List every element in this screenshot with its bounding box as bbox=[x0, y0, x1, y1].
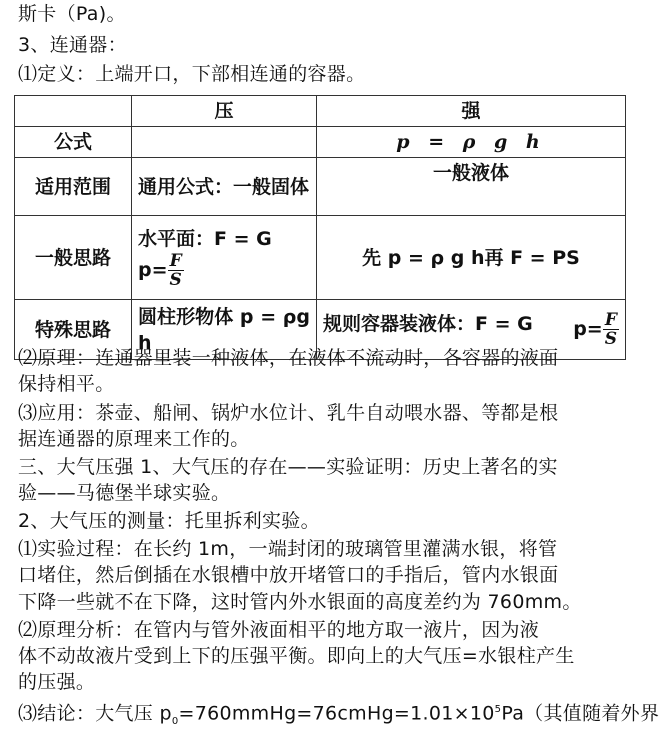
text-line: 体不动故液片受到上下的压强平衡。即向上的大气压=水银柱产生 bbox=[18, 645, 575, 667]
table-row bbox=[15, 216, 626, 300]
text-span: ⑶结论：大气压 p bbox=[18, 702, 172, 725]
row-label: 适用范围 bbox=[15, 158, 132, 216]
fraction-denominator: S bbox=[169, 270, 182, 290]
text-line: 的压强。 bbox=[18, 671, 96, 693]
cell-formula bbox=[573, 311, 619, 348]
row-label: 公式 bbox=[15, 127, 132, 158]
row-label: 特殊思路 bbox=[15, 300, 132, 360]
table-cell: 通用公式：一般固体 bbox=[132, 158, 317, 216]
text-line: ⑶应用：茶壶、船闸、锅炉水位计、乳牛自动喂水器、等都是根 bbox=[18, 402, 559, 424]
table-header-cell: 压 bbox=[132, 96, 317, 127]
formula-text: p = ρ g h bbox=[396, 131, 546, 153]
fraction bbox=[168, 252, 184, 289]
formula-cell bbox=[317, 127, 626, 158]
section-heading: 2、大气压的测量：托里拆利实验。 bbox=[18, 510, 320, 532]
text-line: 验——马德堡半球实验。 bbox=[18, 482, 231, 504]
table-cell bbox=[15, 96, 132, 127]
text-line: 口堵住，然后倒插在水银槽中放开堵管口的手指后，管内水银面 bbox=[18, 564, 559, 586]
table-cell: 一般液体 bbox=[317, 158, 626, 216]
cell-formula bbox=[138, 252, 310, 289]
subscript: 0 bbox=[171, 716, 179, 728]
fraction-numerator: F bbox=[168, 252, 184, 271]
fraction-denominator: S bbox=[604, 329, 617, 349]
table-cell: 圆柱形物体 p = ρg h bbox=[132, 300, 317, 360]
text-span: Pa（其值随着外界 bbox=[501, 702, 659, 725]
fraction bbox=[603, 311, 619, 348]
text-line: 下降一些就不在下降，这时管内外水银面的高度差约为 760mm。 bbox=[18, 591, 582, 613]
table-cell bbox=[132, 216, 317, 300]
text-line: ⑵原理分析：在管内与管外液面相平的地方取一液片，因为液 bbox=[18, 619, 540, 641]
pressure-table bbox=[14, 95, 626, 360]
text-line: ⑴实验过程：在长约 1m，一端封闭的玻璃管里灌满水银，将管 bbox=[18, 538, 558, 560]
cell-text: 水平面：F = G bbox=[138, 228, 272, 250]
table-row bbox=[15, 158, 626, 216]
cell-text: 规则容器装液体：F = G bbox=[323, 313, 533, 335]
text-span: =760mmHg=76cmHg=1.01×10 bbox=[178, 702, 495, 725]
text-line: 据连通器的原理来工作的。 bbox=[18, 428, 250, 450]
text-line: 三、大气压强 1、大气压的存在——实验证明：历史上著名的实 bbox=[18, 456, 558, 478]
text-line bbox=[18, 698, 659, 734]
text-line: ⑴定义：上端开口，下部相连通的容器。 bbox=[18, 63, 366, 85]
table-header-row bbox=[15, 96, 626, 127]
table-header-cell: 强 bbox=[317, 96, 626, 127]
fraction-numerator: F bbox=[603, 311, 619, 330]
row-label: 一般思路 bbox=[15, 216, 132, 300]
superscript: 5 bbox=[494, 704, 502, 715]
cell-text: p= bbox=[138, 259, 168, 281]
table-cell: 先 p = ρ g h再 F = PS bbox=[317, 216, 626, 300]
text-line: ⑵原理：连通器里装一种液体，在液体不流动时，各容器的液面 bbox=[18, 347, 559, 369]
section-heading: 3、连通器： bbox=[18, 34, 127, 56]
cell-text: p= bbox=[573, 318, 603, 340]
table-cell bbox=[132, 127, 317, 158]
text-line: 斯卡（Pa)。 bbox=[18, 3, 126, 25]
table-row bbox=[15, 127, 626, 158]
text-line: 保持相平。 bbox=[18, 373, 115, 395]
